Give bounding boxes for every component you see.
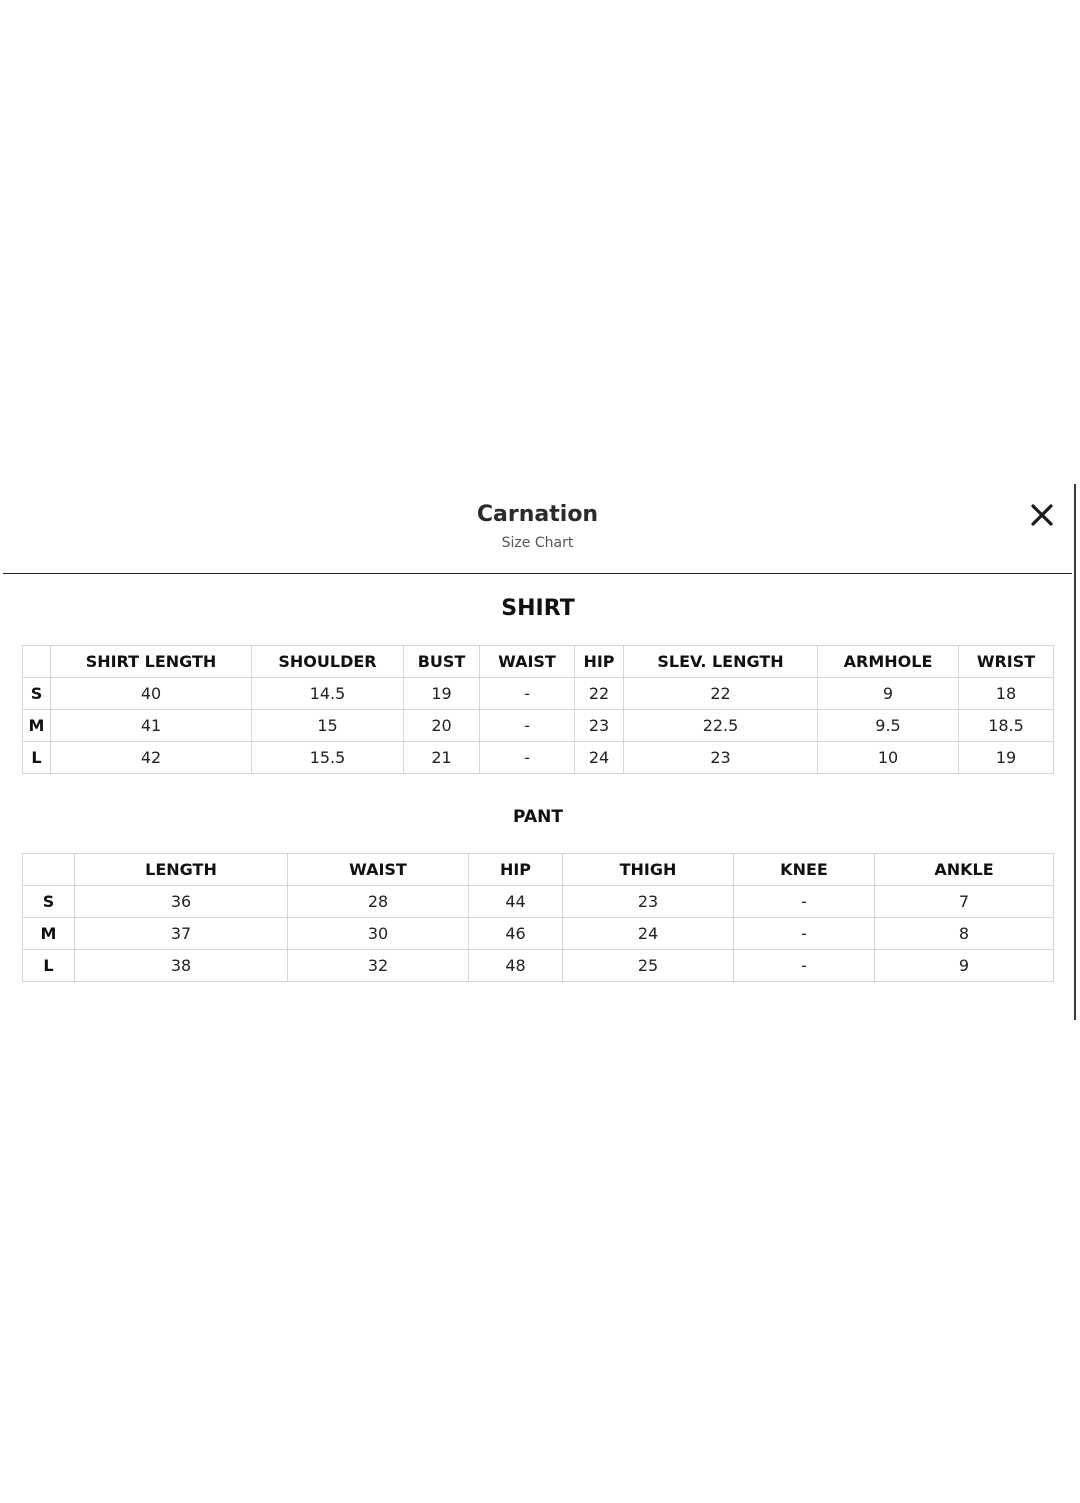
table-cell: 23 xyxy=(563,886,734,918)
table-cell: 41 xyxy=(51,710,252,742)
table-cell: 22 xyxy=(575,678,624,710)
pant-header-cell xyxy=(23,854,75,886)
table-cell: 24 xyxy=(575,742,624,774)
shirt-size-table xyxy=(22,645,1054,774)
table-cell: 23 xyxy=(575,710,624,742)
table-cell: 10 xyxy=(818,742,959,774)
table-cell: - xyxy=(480,742,575,774)
size-label: L xyxy=(23,742,51,774)
size-label: S xyxy=(23,886,75,918)
table-cell: 20 xyxy=(404,710,480,742)
table-cell: 8 xyxy=(875,918,1054,950)
table-cell: - xyxy=(734,950,875,982)
table-cell: 9 xyxy=(818,678,959,710)
table-cell: 24 xyxy=(563,918,734,950)
shirt-header-cell: SLEV. LENGTH xyxy=(624,646,818,678)
table-cell: 18 xyxy=(959,678,1054,710)
shirt-section-title: SHIRT xyxy=(501,596,575,621)
shirt-header-cell: WAIST xyxy=(480,646,575,678)
shirt-header-cell: HIP xyxy=(575,646,624,678)
table-cell: 37 xyxy=(75,918,288,950)
table-cell: 18.5 xyxy=(959,710,1054,742)
table-cell: 46 xyxy=(469,918,563,950)
table-row xyxy=(23,710,1054,742)
shirt-header-row xyxy=(23,646,1054,678)
table-cell: - xyxy=(480,710,575,742)
table-cell: 23 xyxy=(624,742,818,774)
shirt-header-cell: BUST xyxy=(404,646,480,678)
pant-header-row xyxy=(23,854,1054,886)
pant-header-cell: THIGH xyxy=(563,854,734,886)
table-row xyxy=(23,918,1054,950)
table-cell: - xyxy=(734,886,875,918)
size-chart-modal xyxy=(0,484,1076,1020)
table-cell: 32 xyxy=(288,950,469,982)
shirt-header-cell xyxy=(23,646,51,678)
table-cell: 14.5 xyxy=(252,678,404,710)
table-cell: 28 xyxy=(288,886,469,918)
close-icon xyxy=(1025,498,1059,532)
table-cell: - xyxy=(480,678,575,710)
table-cell: 19 xyxy=(404,678,480,710)
table-row xyxy=(23,742,1054,774)
table-cell: 30 xyxy=(288,918,469,950)
table-cell: 22 xyxy=(624,678,818,710)
table-row xyxy=(23,886,1054,918)
table-cell: 38 xyxy=(75,950,288,982)
modal-subtitle: Size Chart xyxy=(501,535,574,551)
pant-header-cell: LENGTH xyxy=(75,854,288,886)
shirt-header-cell: ARMHOLE xyxy=(818,646,959,678)
table-cell: 9.5 xyxy=(818,710,959,742)
table-cell: 15.5 xyxy=(252,742,404,774)
table-cell: 42 xyxy=(51,742,252,774)
modal-title: Carnation xyxy=(476,502,599,527)
size-label: L xyxy=(23,950,75,982)
modal-header xyxy=(3,484,1072,574)
pant-header-cell: WAIST xyxy=(288,854,469,886)
table-cell: 9 xyxy=(875,950,1054,982)
pant-size-table xyxy=(22,853,1054,982)
shirt-header-cell: SHIRT LENGTH xyxy=(51,646,252,678)
size-label: S xyxy=(23,678,51,710)
table-cell: 48 xyxy=(469,950,563,982)
pant-header-cell: KNEE xyxy=(734,854,875,886)
size-label: M xyxy=(23,710,51,742)
table-cell: 15 xyxy=(252,710,404,742)
table-cell: 22.5 xyxy=(624,710,818,742)
pant-header-cell: ANKLE xyxy=(875,854,1054,886)
table-cell: 36 xyxy=(75,886,288,918)
table-cell: 19 xyxy=(959,742,1054,774)
table-cell: 40 xyxy=(51,678,252,710)
table-row xyxy=(23,950,1054,982)
table-cell: 21 xyxy=(404,742,480,774)
close-button[interactable] xyxy=(1025,498,1059,532)
shirt-header-cell: SHOULDER xyxy=(252,646,404,678)
pant-section-title: PANT xyxy=(513,807,563,827)
size-label: M xyxy=(23,918,75,950)
table-cell: 7 xyxy=(875,886,1054,918)
table-cell: 25 xyxy=(563,950,734,982)
shirt-header-cell: WRIST xyxy=(959,646,1054,678)
table-cell: - xyxy=(734,918,875,950)
table-cell: 44 xyxy=(469,886,563,918)
table-row xyxy=(23,678,1054,710)
pant-header-cell: HIP xyxy=(469,854,563,886)
